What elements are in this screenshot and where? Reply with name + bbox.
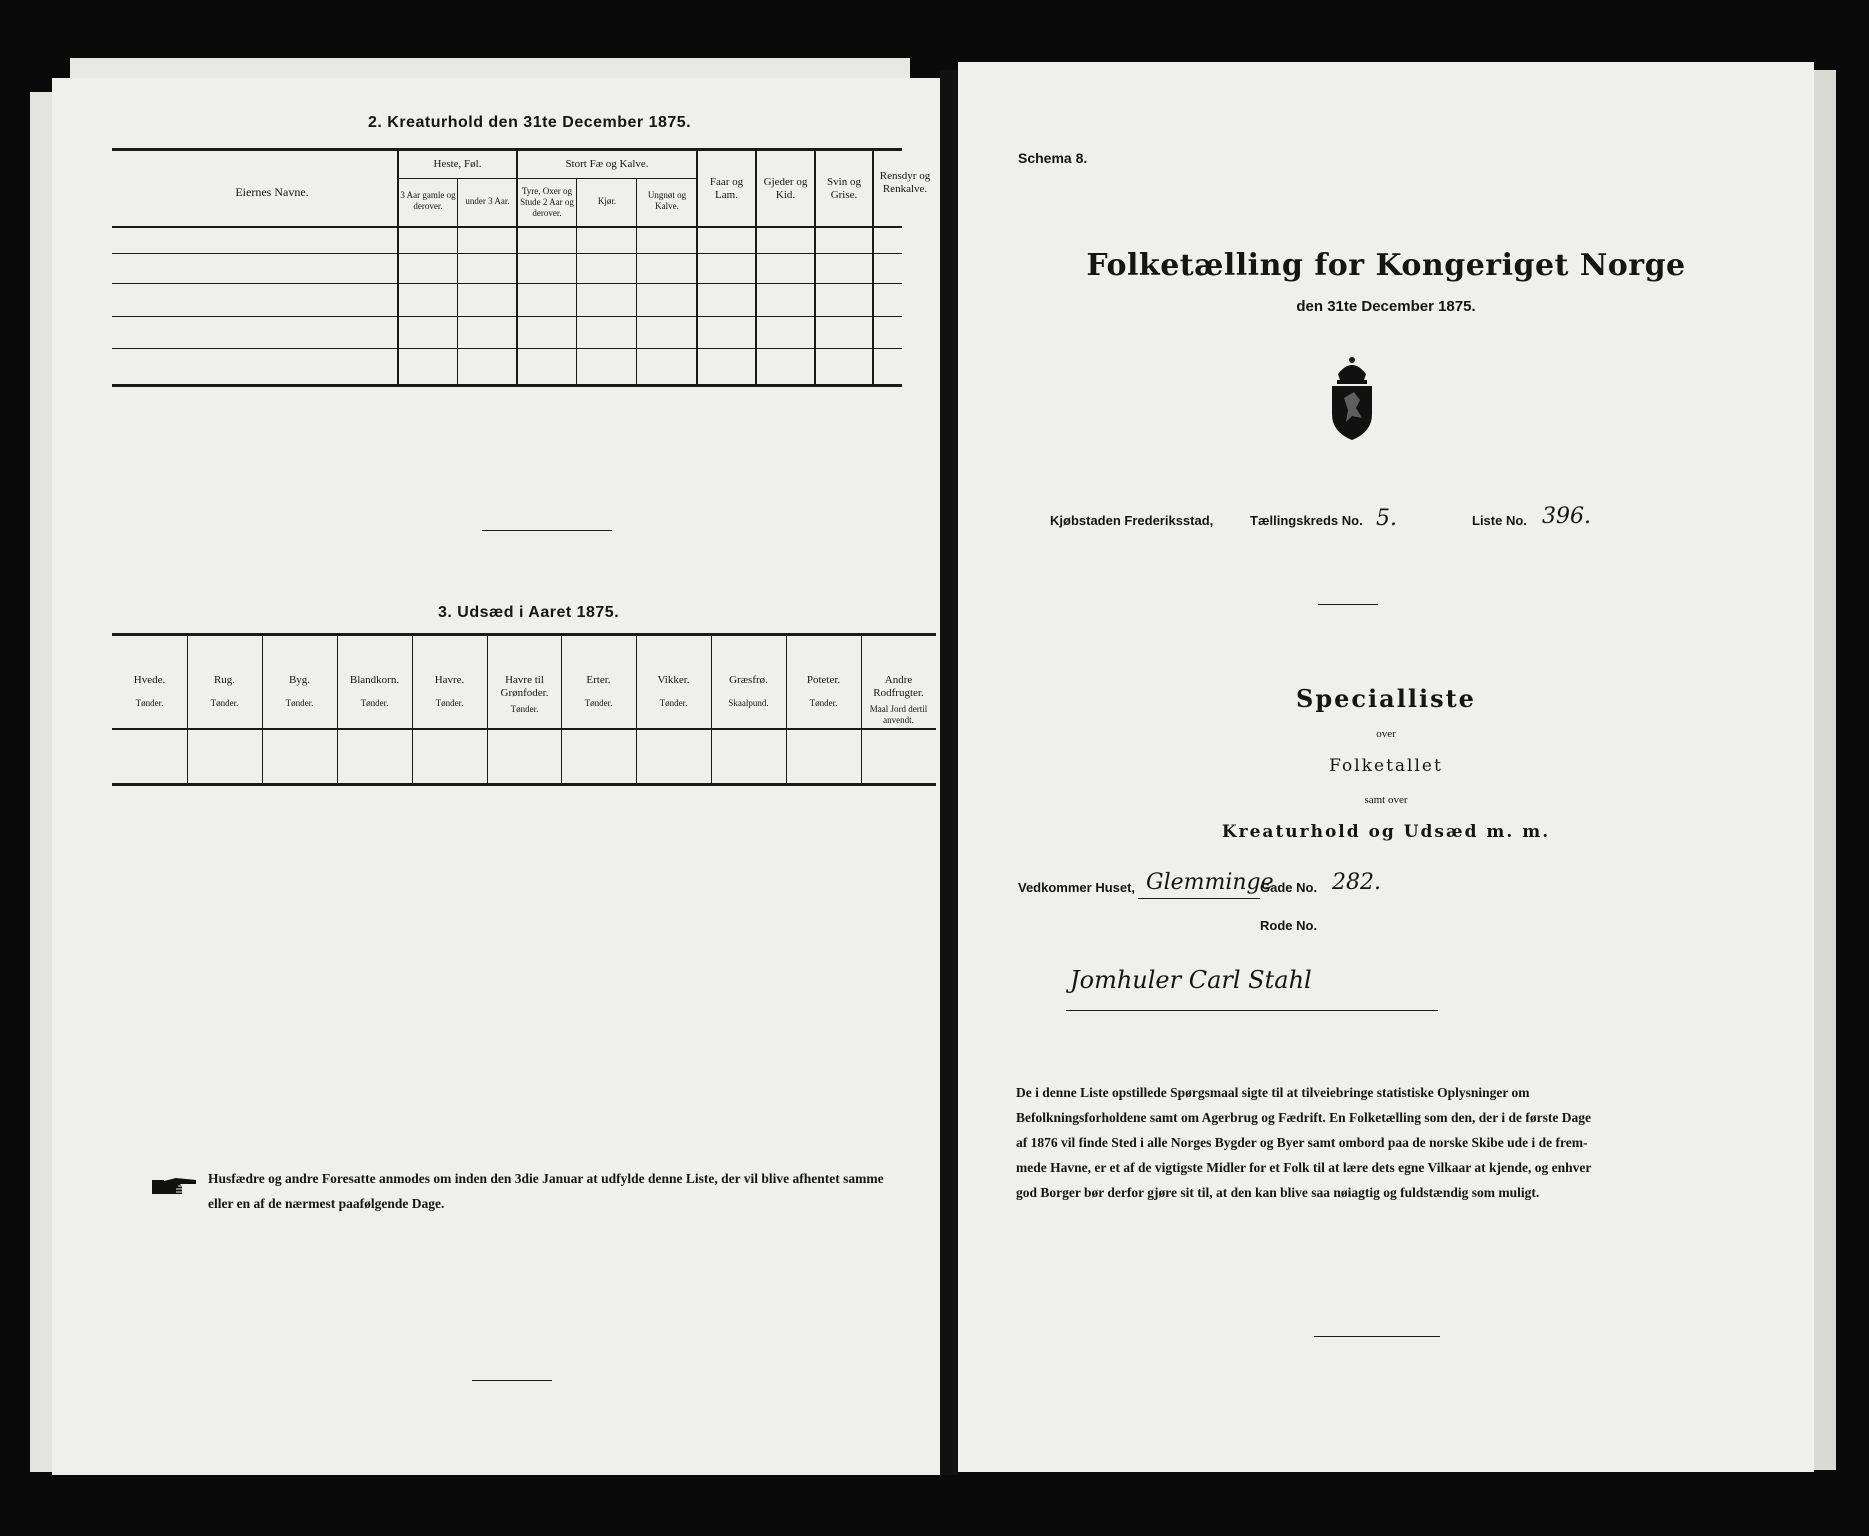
seed-col-divider [187,636,188,783]
seed-col-divider [561,636,562,783]
seed-col-unit: Skaalpund. [728,698,769,708]
col-horses-under3: under 3 Aar. [465,196,510,206]
seed-col-unit: Tønder. [210,698,239,708]
horses-group-header: Heste, Føl. [433,158,482,170]
street-value: 282. [1332,870,1381,895]
signature: Jomhuler Carl Stahl [1070,966,1312,994]
divider-2 [472,1380,552,1381]
explanation-paragraph [1016,1080,1776,1205]
seed-col-divider [412,636,413,783]
seed-col-header: Rug. [213,674,236,686]
coat-of-arms-icon [1324,352,1380,442]
seed-col-unit: Tønder. [135,698,164,708]
over-text: over [1376,728,1396,740]
district-label: Tællingskreds No. [1250,513,1363,528]
left-page-edge [30,92,52,1472]
seed-col-header: Andre Rodfrugter. [873,674,924,699]
seed-col-header: Byg. [288,674,311,686]
district-value: 5. [1376,506,1397,531]
seed-col-unit: Tønder. [659,698,688,708]
subtitle-text: Kreaturhold og Udsæd m. m. [1221,822,1551,842]
seed-col-header: Vikker. [657,674,690,686]
pointing-hand-icon [152,1174,198,1198]
divider-3 [1318,604,1378,605]
seed-col-header: Hvede. [133,674,166,686]
house-underline [1138,898,1260,899]
col-sheep: Faar og Lam. [709,176,744,201]
spec-title: Specialliste [1296,684,1476,713]
seed-col-header: Havre til Grønfoder. [500,674,549,699]
seed-col-header: Erter. [586,674,611,686]
paragraph-line: Befolkningsforholdene samt om Agerbrug og Fædrift. En Folketælling som den, der i de første Dage [1016,1110,1591,1125]
notice-text: Husfædre og andre Foresatte anmodes om inden den 3die Januar at udfylde denne Liste, der vil blive afhentet samme eller en af de nærmest paafølgende Dage. [208,1171,884,1211]
rode-label: Rode No. [1260,918,1318,933]
street-label: Gade No. [1260,880,1318,895]
seed-col-unit: Tønder. [435,698,464,708]
seed-col-header: Havre. [434,674,465,686]
samt-over-text: samt over [1364,794,1408,806]
seed-col-header: Græsfrø. [729,674,768,686]
seed-col-unit: Tønder. [360,698,389,708]
folketallet-text: Folketallet [1329,756,1443,776]
livestock-title: 2. Kreaturhold den 31te December 1875. [368,114,692,131]
paragraph-line: af 1876 vil finde Sted i alle Norges Bygder og Byer samt ombord paa de norske Skibe ude i de frem- [1016,1135,1588,1150]
paragraph-line: mede Havne, er et af de vigtigste Midler for et Folk til at lære dets egne Vilkaar at kjende, og enhver [1016,1160,1592,1175]
schema-label: Schema 8. [1018,150,1088,166]
col-horses-3yr: 3 Aar gamle og derover. [400,190,456,211]
right-page-edge [1814,70,1836,1470]
book-spine [940,70,958,1475]
list-label: Liste No. [1472,513,1527,528]
seed-col-divider [711,636,712,783]
left-top-sheet [70,58,910,80]
seed-col-divider [786,636,787,783]
seed-col-unit: Tønder. [584,698,613,708]
seed-col-divider [337,636,338,783]
seed-col-unit: Tønder. [809,698,838,708]
seed-col-divider [636,636,637,783]
seed-title: 3. Udsæd i Aaret 1875. [438,604,620,621]
seed-col-divider [262,636,263,783]
owner-column-header: Eiernes Navne. [235,185,309,199]
col-bulls: Tyre, Oxer og Stude 2 Aar og derover. [520,186,574,218]
signature-line [1066,1010,1438,1011]
col-cows: Kjør. [597,196,617,206]
census-date: den 31te December 1875. [1296,298,1476,315]
main-title: Folketælling for Kongeriget Norge [1086,248,1686,283]
col-goats: Gjeder og Kid. [763,176,808,201]
seed-col-unit: Tønder. [510,704,539,714]
col-reindeer: Rensdyr og Renkalve. [879,170,931,195]
list-value: 396. [1542,504,1591,529]
paragraph-line: god Borger bør derfor gjøre sit til, at den kan blive saa nøiagtig og fuldstændig som muligt. [1016,1185,1540,1200]
house-value: Glemminge [1146,870,1274,895]
location-label: Kjøbstaden Frederiksstad, [1050,513,1214,528]
left-page [52,78,940,1475]
col-pigs: Svin og Grise. [827,176,861,201]
divider-1 [482,530,612,531]
seed-col-header: Blandkorn. [349,674,400,686]
seed-col-unit: Maal Jord dertil anvendt. [869,704,928,725]
paragraph-line: De i denne Liste opstillede Spørgsmaal sigte til at tilveiebringe statistiske Oplysninger om [1016,1085,1530,1100]
col-young-cattle: Ungnøt og Kalve. [647,190,687,211]
seed-col-header: Poteter. [806,674,841,686]
right-page [958,62,1814,1472]
house-label: Vedkommer Huset, [1018,880,1136,895]
divider-4 [1314,1336,1440,1337]
cattle-group-header: Stort Fæ og Kalve. [565,158,649,170]
seed-col-unit: Tønder. [285,698,314,708]
